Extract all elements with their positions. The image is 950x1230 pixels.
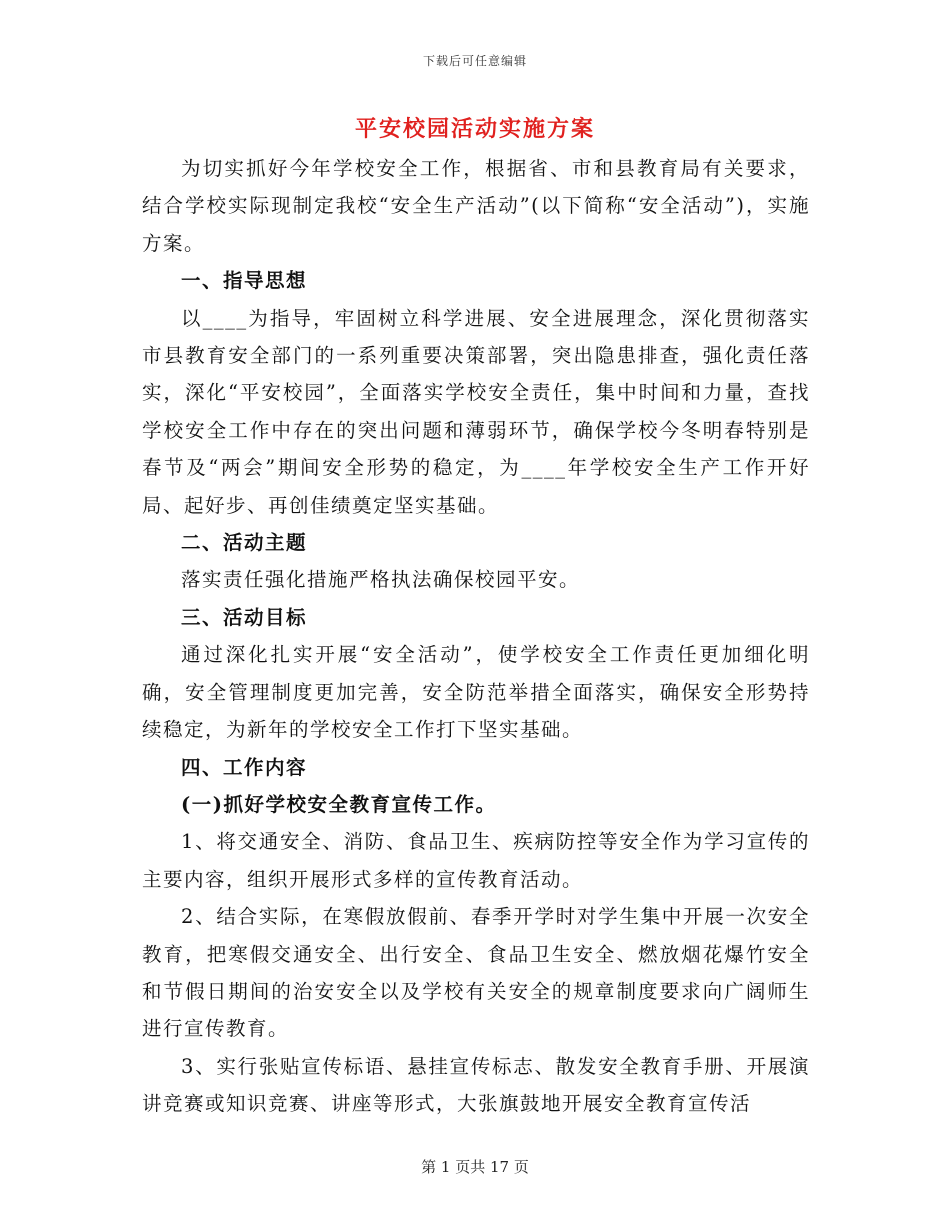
document-body: [142, 150, 810, 1123]
section-heading-guiding-thought: 一、指导思想: [181, 269, 308, 293]
section-heading-theme: 二、活动主题: [181, 531, 308, 555]
theme-paragraph: 落实责任强化措施严格执法确保校园平安。: [181, 568, 581, 592]
item-paragraph-3: 3、实行张贴宣传标语、悬挂宣传标志、散发安全教育手册、开展演讲竞赛或知识竞赛、讲座等形式，大张旗鼓地开展安全教育宣传活: [142, 1054, 810, 1116]
item-paragraph-1: 1、将交通安全、消防、食品卫生、疾病防控等安全作为学习宣传的主要内容，组织开展形式多样的宣传教育活动。: [142, 830, 810, 891]
subsection-heading-safety-education: (一)抓好学校安全教育宣传工作。: [181, 792, 497, 816]
item-paragraph-2: 2、结合实际，在寒假放假前、春季开学时对学生集中开展一次安全教育，把寒假交通安全、出行安全、食品卫生安全、燃放烟花爆竹安全和节假日期间的治安安全以及学校有关安全的规章制度要求向广阔师生进行宣传教育。: [142, 905, 810, 1041]
section-heading-goals: 三、活动目标: [181, 605, 308, 629]
guiding-thought-paragraph: 以____为指导，牢固树立科学进展、安全进展理念，深化贯彻落实市县教育安全部门的一系列重要决策部署，突出隐患排查，强化责任落实，深化“平安校园”，全面落实学校安全责任，集中时间和力量，查找学校安全工作中存在的突出问题和薄弱环节，确保学校今冬明春特别是春节及“两会”期间安全形势的稳定，为____年学校安全生产工作开好局、起好步、再创佳绩奠定坚实基础。: [142, 306, 810, 517]
goals-paragraph: 通过深化扎实开展“安全活动”，使学校安全工作责任更加细化明确，安全管理制度更加完善，安全防范举措全面落实，确保安全形势持续稳定，为新年的学校安全工作打下坚实基础。: [142, 643, 810, 742]
document-title: 平安校园活动实施方案: [354, 116, 595, 142]
page-number: 第 1 页共 17 页: [421, 1158, 529, 1176]
intro-paragraph: 为切实抓好今年学校安全工作，根据省、市和县教育局有关要求，结合学校实际现制定我校“安全生产活动”(以下简称“安全活动”)，实施方案。: [142, 157, 810, 255]
header-note: 下载后可任意编辑: [422, 54, 527, 68]
section-heading-work-content: 四、工作内容: [181, 755, 308, 779]
